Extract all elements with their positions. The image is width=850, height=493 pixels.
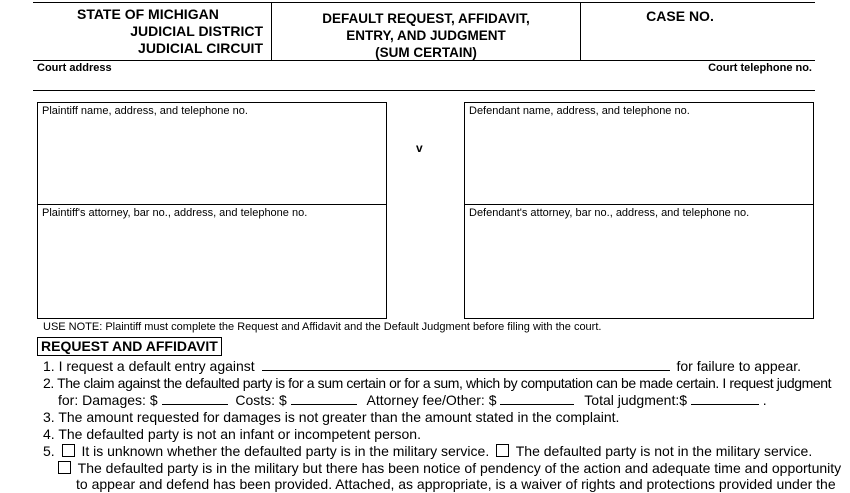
in-military-label: The defaulted party is in the military but there has been notice of pendency of the action and adequate time and opportunity — [77, 460, 842, 476]
not-military-label: The defaulted party is not in the military service. — [515, 443, 813, 459]
top-rule — [33, 2, 815, 3]
state-name: STATE OF MICHIGAN — [77, 6, 219, 22]
defendant-label: Defendant name, address, and telephone no. — [469, 105, 690, 117]
section-title: REQUEST AND AFFIDAVIT — [41, 338, 218, 354]
attorney-fee-label: Attorney fee/Other: $ — [366, 392, 497, 408]
defendant-box[interactable] — [464, 102, 814, 205]
use-note: USE NOTE: Plaintiff must complete the Request and Affidavit and the Default Judgment before filing with the court. — [43, 321, 602, 333]
damages-field[interactable] — [162, 392, 228, 405]
item-3: 3. The amount requested for damages is not greater than the amount stated in the complaint. — [43, 409, 620, 425]
attorney-fee-field[interactable] — [500, 392, 574, 405]
item-5-line3: to appear and defend has been provided. Attached, as appropriate, is a waiver of rights and protections provided under the — [76, 476, 836, 492]
judicial-district: JUDICIAL DISTRICT — [130, 23, 263, 39]
item-2-end: . — [762, 392, 767, 408]
court-rule — [33, 90, 815, 91]
defendant-attorney-box[interactable] — [464, 204, 814, 319]
damages-label: for: Damages: $ — [58, 392, 158, 408]
item-5 — [43, 443, 812, 460]
header-bottom-rule — [33, 60, 815, 61]
case-number-field[interactable] — [582, 28, 814, 60]
total-judgment-label: Total judgment:$ — [584, 392, 688, 408]
versus-label: v — [416, 141, 423, 155]
court-telephone-label: Court telephone no. — [708, 62, 812, 74]
court-address-label: Court address — [37, 62, 112, 74]
form-title-line2: ENTRY, AND JUDGMENT — [346, 28, 506, 43]
form-title-line3: (SUM CERTAIN) — [375, 45, 477, 60]
costs-label: Costs: $ — [235, 392, 287, 408]
item-1 — [43, 358, 801, 375]
item-5-prefix: 5. — [43, 443, 55, 459]
case-number-label: CASE NO. — [646, 8, 714, 24]
defendant-attorney-label: Defendant's attorney, bar no., address, and telephone no. — [469, 207, 750, 219]
item-1-prefix: 1. I request a default entry against — [43, 358, 255, 374]
in-military-checkbox[interactable] — [58, 461, 71, 474]
defaulted-party-field[interactable] — [262, 358, 670, 371]
item-5-line2 — [58, 460, 841, 477]
military-unknown-checkbox[interactable] — [62, 444, 75, 457]
total-judgment-field[interactable] — [691, 392, 759, 405]
item-2-line1: 2. The claim against the defaulted party is for a sum certain or for a sum, which by computation can be made certain. I request judgment — [43, 375, 832, 391]
item-2-line2 — [58, 392, 767, 409]
plaintiff-attorney-label: Plaintiff's attorney, bar no., address, and telephone no. — [42, 207, 308, 219]
form-title — [272, 10, 580, 61]
military-unknown-label: It is unknown whether the defaulted party is in the military service. — [81, 443, 490, 459]
item-4: 4. The defaulted party is not an infant or incompetent person. — [43, 426, 421, 442]
costs-field[interactable] — [291, 392, 357, 405]
plaintiff-box[interactable] — [37, 102, 387, 205]
plaintiff-label: Plaintiff name, address, and telephone no. — [42, 105, 248, 117]
not-military-checkbox[interactable] — [496, 444, 509, 457]
form-title-line1: DEFAULT REQUEST, AFFIDAVIT, — [322, 11, 530, 26]
plaintiff-attorney-box[interactable] — [37, 204, 387, 319]
section-title-box — [37, 337, 222, 356]
item-1-suffix: for failure to appear. — [676, 358, 802, 374]
state-heading — [33, 6, 263, 57]
judicial-circuit: JUDICIAL CIRCUIT — [138, 40, 263, 56]
